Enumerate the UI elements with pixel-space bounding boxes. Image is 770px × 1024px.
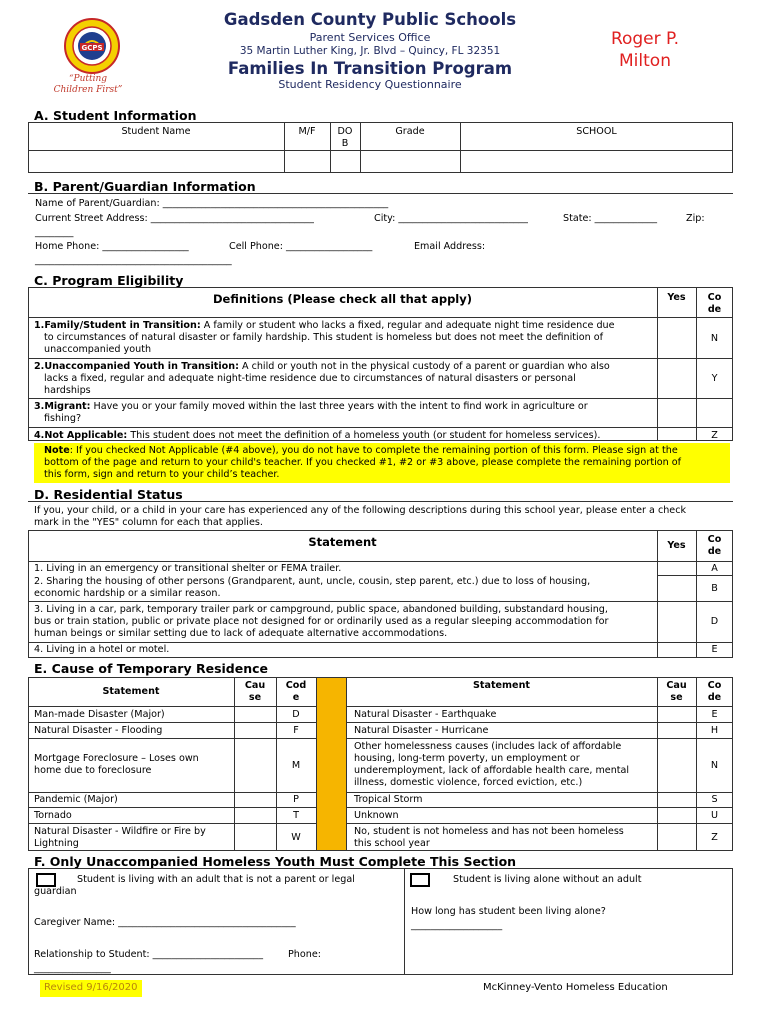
section-e-title: E. Cause of Temporary Residence <box>34 661 269 676</box>
code-u: U <box>710 810 719 821</box>
col-school: SCHOOL <box>576 126 617 137</box>
home-phone-field[interactable]: Home Phone: __________________ <box>35 241 189 252</box>
yes-checkbox-3[interactable] <box>658 399 696 427</box>
school-field[interactable] <box>461 151 732 172</box>
grade-field[interactable] <box>361 151 460 172</box>
zip-field[interactable]: ________ <box>35 227 74 238</box>
alone-label: Student is living alone without an adult <box>453 874 642 885</box>
col-cause-right: Cau se <box>666 680 687 703</box>
eligibility-header: Definitions (Please check all that apply) <box>213 292 472 306</box>
caregiver-name-field[interactable]: Caregiver Name: _____________________________________ <box>34 917 296 928</box>
eligibility-row-4: 4.Not Applicable: This student does not meet the definition of a homeless youth (or student for homeless services). <box>34 430 601 441</box>
code-e: E <box>711 709 718 720</box>
residential-intro: If you, your child, or a child in your care has experienced any of the following descriptions during this school year, please enter a check mark in the "YES" column for each that applies. <box>34 505 687 528</box>
yes-checkbox-4[interactable] <box>658 428 696 441</box>
col-yes: Yes <box>667 540 686 551</box>
cause-not-homeless: No, student is not homeless and has not been homeless this school year <box>354 826 624 849</box>
dob-field[interactable] <box>331 151 360 172</box>
statement-header: Statement <box>308 535 377 549</box>
cause-flooding: Natural Disaster - Flooding <box>34 725 163 736</box>
code-t: T <box>293 810 299 821</box>
cause-tornado: Tornado <box>34 810 72 821</box>
code-a: A <box>711 563 718 574</box>
student-name-field[interactable] <box>29 151 284 172</box>
relationship-field[interactable]: Relationship to Student: _______________________ <box>34 949 263 960</box>
yes-checkbox-e[interactable] <box>658 643 696 657</box>
eligibility-row-2: 2.Unaccompanied Youth in Transition: A child or youth not in the physical custody of a parent or guardian who also lacks a fixed, regular and adequate night-time residence due to circumstances of natural disasters or personal hardships <box>34 361 610 396</box>
tagline: “Putting Children First” <box>53 74 123 95</box>
cause-man-made: Man-made Disaster (Major) <box>34 709 165 720</box>
col-yes: Yes <box>667 292 686 303</box>
how-long-field[interactable]: ___________________ <box>411 920 503 931</box>
footer-program: McKinney-Vento Homeless Education <box>483 982 668 993</box>
cause-wildfire: Natural Disaster - Wildfire or Fire by Lightning <box>34 826 206 849</box>
code-f: F <box>293 725 299 736</box>
cause-checkbox-h[interactable] <box>658 723 696 738</box>
code-z: Z <box>711 832 718 843</box>
residential-row-1: 1. Living in an emergency or transitional shelter or FEMA trailer. <box>34 563 342 574</box>
col-grade: Grade <box>395 126 425 137</box>
how-long-label: How long has student been living alone? <box>411 906 606 917</box>
state-field[interactable]: State: _____________ <box>563 213 658 224</box>
col-statement-left: Statement <box>102 686 160 697</box>
code-n: N <box>710 333 719 344</box>
col-gender: M/F <box>298 126 316 137</box>
svg-text:GCPS: GCPS <box>81 44 103 52</box>
code-h: H <box>710 725 719 736</box>
cause-checkbox-n[interactable] <box>658 739 696 792</box>
code-p: P <box>293 794 299 805</box>
email-field[interactable]: _________________________________________ <box>35 255 232 266</box>
parent-name-field[interactable]: Name of Parent/Guardian: _______________________________________________ <box>35 198 389 209</box>
cause-foreclosure: Mortgage Foreclosure – Loses own home due to foreclosure <box>34 753 199 776</box>
note-box: Note: If you checked Not Applicable (#4 above), you do not have to complete the remaining portion of this form. Please sign at the bottom of the page and return to your child's teacher. If you checked #1, #2 or #3 above, please complete the remaining portion of this form, sign and return to your child’s teacher. <box>34 443 730 483</box>
district-seal-logo <box>64 18 120 74</box>
revised-date: Revised 9/16/2020 <box>40 980 142 997</box>
cause-checkbox-m[interactable] <box>235 739 276 792</box>
residential-row-3: 3. Living in a car, park, temporary trailer park or campground, public space, abandoned building, substandard housing, bus or train station, public or private place not designed for or ordinarily used as a regular sleeping accommodation for human beings or similar setting due to lack of adequate alternative accommodations. <box>34 604 609 639</box>
cause-other: Other homelessness causes (includes lack of affordable housing, long-term poverty, un employment or underemployment, lack of affordable health care, mental illness, domestic violence, forced eviction, etc.) <box>354 741 630 788</box>
section-a-title: A. Student Information <box>34 108 197 123</box>
col-dob: DO B <box>337 126 353 149</box>
cause-checkbox-p[interactable] <box>235 793 276 807</box>
alone-checkbox[interactable] <box>410 873 430 887</box>
office-address: 35 Martin Luther King, Jr. Blvd – Quincy, FL 32351 <box>239 45 501 57</box>
school-district-name: Gadsden County Public Schools <box>223 10 517 29</box>
code-d: D <box>292 709 300 720</box>
residential-row-4: 4. Living in a hotel or motel. <box>34 644 170 655</box>
code-e: E <box>711 644 718 655</box>
cause-unknown: Unknown <box>354 810 399 821</box>
code-b: B <box>711 583 718 594</box>
yes-checkbox-1[interactable] <box>658 318 696 358</box>
street-address-field[interactable]: Current Street Address: __________________________________ <box>35 213 314 224</box>
superintendent-name: Roger P. Milton <box>610 29 680 71</box>
code-w: W <box>291 832 301 843</box>
section-c-title: C. Program Eligibility <box>34 273 184 288</box>
cell-phone-field[interactable]: Cell Phone: __________________ <box>229 241 373 252</box>
city-field[interactable]: City: ___________________________ <box>374 213 528 224</box>
cause-checkbox-d[interactable] <box>235 707 276 722</box>
yes-checkbox-d[interactable] <box>658 602 696 642</box>
code-n: N <box>710 760 719 771</box>
cause-hurricane: Natural Disaster - Hurricane <box>354 725 489 736</box>
section-f-title: F. Only Unaccompanied Homeless Youth Must Complete This Section <box>34 854 517 869</box>
office-name: Parent Services Office <box>309 31 431 44</box>
cause-checkbox-f[interactable] <box>235 723 276 738</box>
cause-checkbox-u[interactable] <box>658 808 696 823</box>
code-m: M <box>291 760 301 771</box>
col-statement-right: Statement <box>473 680 530 691</box>
cause-checkbox-t[interactable] <box>235 808 276 823</box>
code-s: S <box>711 794 718 805</box>
residential-row-2: 2. Sharing the housing of other persons (Grandparent, aunt, uncle, cousin, step parent, etc.) due to loss of housing, economic hardship or a similar reason. <box>34 576 591 599</box>
cause-checkbox-w[interactable] <box>235 824 276 850</box>
cause-pandemic: Pandemic (Major) <box>34 794 118 805</box>
col-code: Co de <box>707 292 722 315</box>
phone-label: Phone: <box>288 949 321 960</box>
gender-field[interactable] <box>285 151 330 172</box>
yes-checkbox-2[interactable] <box>658 359 696 398</box>
cause-checkbox-e[interactable] <box>658 707 696 722</box>
eligibility-row-1: 1.Family/Student in Transition: A family or student who lacks a fixed, regular and adequate night time residence due to circumstances of natural disaster or family hardship. This student is homeless but does not meet the definition of unaccompanied youth <box>34 320 615 355</box>
with-adult-checkbox[interactable] <box>36 873 56 887</box>
yes-checkbox-b[interactable] <box>658 576 696 601</box>
with-adult-label: Student is living with an adult that is not a parent or legal <box>77 874 355 885</box>
program-title: Families In Transition Program <box>227 59 513 78</box>
code-z: Z <box>711 430 718 441</box>
col-cause-left: Cau se <box>244 680 266 703</box>
col-code-right: Co de <box>707 680 722 703</box>
cause-checkbox-z[interactable] <box>658 824 696 850</box>
code-d: D <box>710 616 719 627</box>
phone-field[interactable]: ________________ <box>34 963 111 974</box>
col-student-name: Student Name <box>121 126 191 137</box>
eligibility-row-3: 3.Migrant: Have you or your family moved within the last three years with the intent to find work in agriculture or fishing? <box>34 401 588 424</box>
with-adult-label-cont: guardian <box>34 886 77 897</box>
email-label: Email Address: <box>414 241 486 252</box>
col-code-left: Cod e <box>285 680 307 703</box>
zip-label: Zip: <box>686 213 705 224</box>
code-y: Y <box>711 373 718 384</box>
section-d-title: D. Residential Status <box>34 487 183 502</box>
cause-tropical-storm: Tropical Storm <box>354 794 423 805</box>
form-subtitle: Student Residency Questionnaire <box>278 78 462 91</box>
cause-checkbox-s[interactable] <box>658 793 696 807</box>
yes-checkbox-a[interactable] <box>658 562 696 575</box>
cause-earthquake: Natural Disaster - Earthquake <box>354 709 497 720</box>
col-code: Co de <box>707 534 722 557</box>
section-b-title: B. Parent/Guardian Information <box>34 179 256 194</box>
